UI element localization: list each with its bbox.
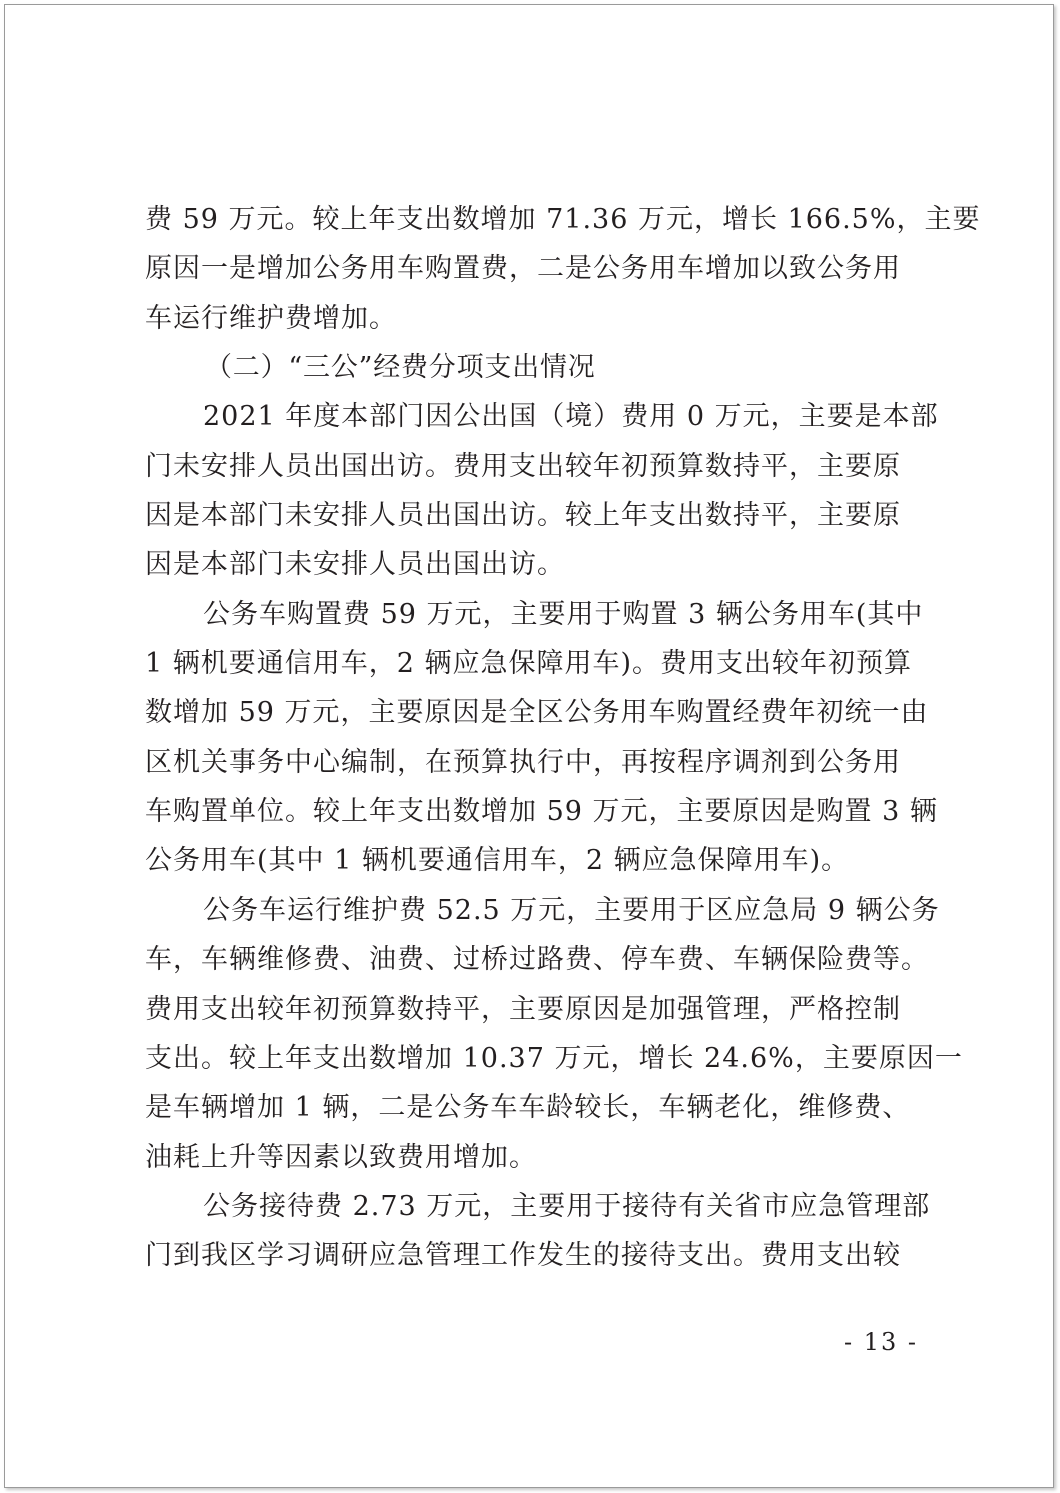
- text-line: 车购置单位。较上年支出数增加 59 万元，主要原因是购置 3 辆: [145, 796, 938, 828]
- text-line: 公务接待费 2.73 万元，主要用于接待有关省市应急管理部: [203, 1190, 931, 1222]
- text-line: 费用支出较年初预算数持平，主要原因是加强管理，严格控制: [145, 993, 901, 1025]
- text-line: 因是本部门未安排人员出国出访。: [145, 549, 565, 581]
- text-line: 公务车购置费 59 万元，主要用于购置 3 辆公务用车(其中: [203, 598, 924, 630]
- text-line: 2021 年度本部门因公出国（境）费用 0 万元，主要是本部: [203, 401, 939, 433]
- page-number: - 13 -: [843, 1328, 918, 1356]
- paragraph-vehicle-purchase: [145, 590, 965, 886]
- continued-paragraph: [145, 195, 981, 343]
- section-heading: （二）“三公”经费分项支出情况: [205, 352, 596, 384]
- text-line: 因是本部门未安排人员出国出访。较上年支出数持平，主要原: [145, 500, 901, 532]
- text-line: 车运行维护费增加。: [145, 302, 397, 334]
- paragraph-reception: [145, 1182, 965, 1281]
- text-line: 公务用车(其中 1 辆机要通信用车，2 辆应急保障用车)。: [145, 845, 850, 877]
- text-line: 数增加 59 万元，主要原因是全区公务用车购置经费年初统一由: [145, 697, 929, 729]
- text-line: 门未安排人员出国出访。费用支出较年初预算数持平，主要原: [145, 450, 901, 482]
- paragraph-overseas-travel: [145, 392, 965, 589]
- text-line: 公务车运行维护费 52.5 万元，主要用于区应急局 9 辆公务: [203, 894, 940, 926]
- text-line: 车，车辆维修费、油费、过桥过路费、停车费、车辆保险费等。: [145, 944, 929, 976]
- paragraph-vehicle-maintenance: [145, 886, 965, 1182]
- text-line: 支出。较上年支出数增加 10.37 万元，增长 24.6%，主要原因一: [145, 1042, 963, 1074]
- document-body: [145, 195, 981, 1281]
- text-line: 门到我区学习调研应急管理工作发生的接待支出。费用支出较: [145, 1240, 901, 1272]
- text-line: 是车辆增加 1 辆，二是公务车车龄较长，车辆老化，维修费、: [145, 1092, 911, 1124]
- text-line: 1 辆机要通信用车，2 辆应急保障用车)。费用支出较年初预算: [145, 648, 913, 680]
- text-line: 原因一是增加公务用车购置费，二是公务用车增加以致公务用: [145, 253, 901, 285]
- text-line: 区机关事务中心编制，在预算执行中，再按程序调剂到公务用: [145, 746, 901, 778]
- text-line: 油耗上升等因素以致费用增加。: [145, 1141, 537, 1173]
- text-line: 费 59 万元。较上年支出数增加 71.36 万元，增长 166.5%，主要: [145, 204, 981, 235]
